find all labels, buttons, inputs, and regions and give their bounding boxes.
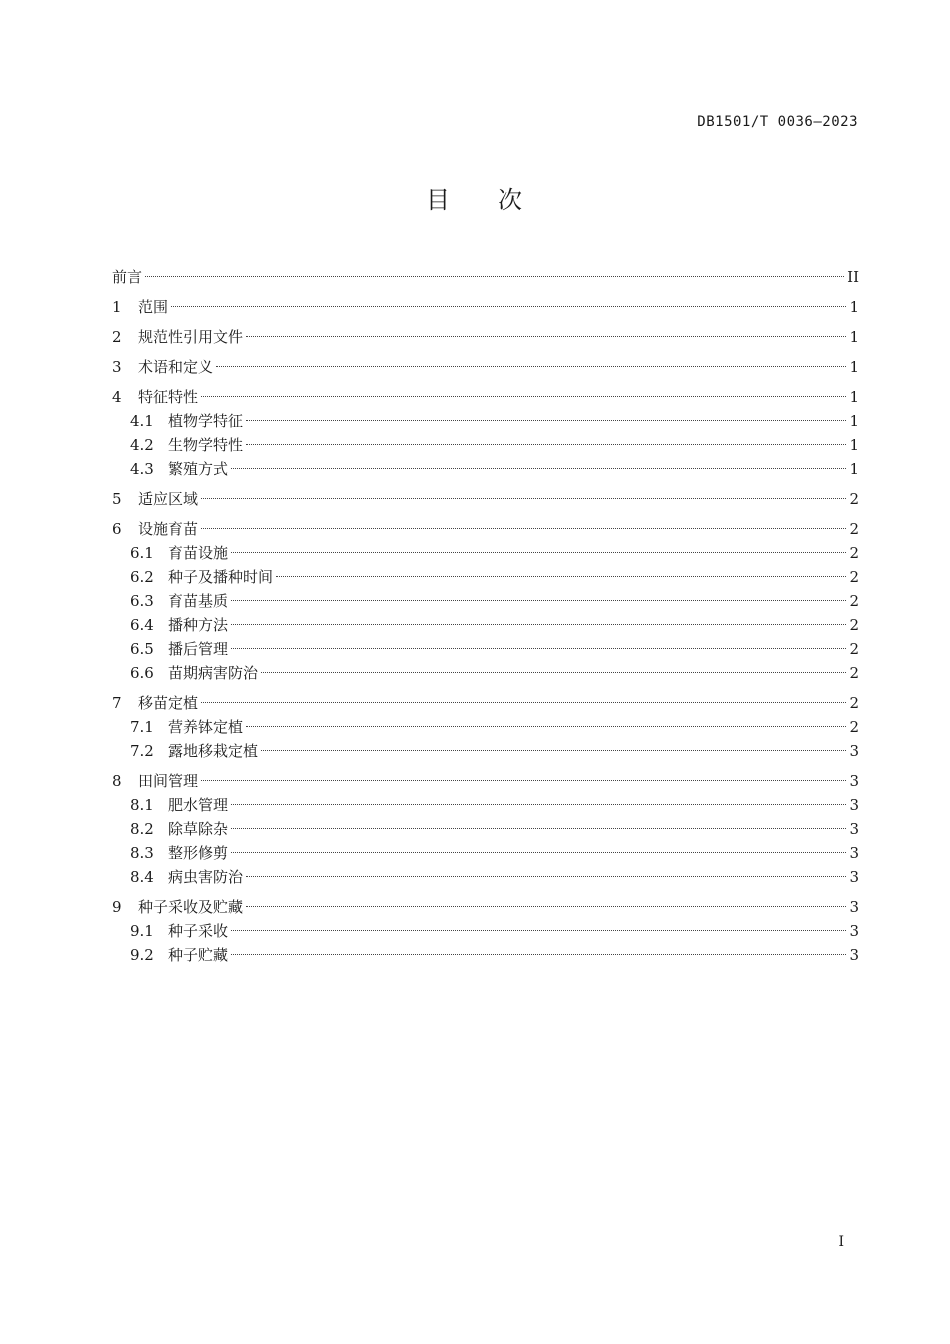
toc-entry-number: 4.2 (130, 436, 154, 454)
toc-dot-leader (246, 906, 846, 907)
toc-entry[interactable] (112, 589, 859, 613)
toc-entry[interactable] (112, 919, 859, 943)
toc-dot-leader (261, 750, 846, 751)
toc-dot-leader (231, 852, 846, 853)
toc-entry-number: 8.4 (130, 868, 154, 886)
toc-entry-page: 3 (849, 844, 859, 862)
toc-entry-page: 2 (849, 664, 859, 682)
toc-entry-page: 3 (849, 946, 859, 964)
toc-entry-page: 1 (849, 460, 859, 478)
toc-entry-page: 2 (849, 490, 859, 508)
toc-entry[interactable] (112, 385, 859, 409)
toc-entry[interactable] (112, 841, 859, 865)
toc-entry-number: 4 (112, 388, 122, 406)
toc-dot-leader (261, 672, 846, 673)
toc-entry-number: 9.1 (130, 922, 154, 940)
toc-entry[interactable] (112, 325, 859, 349)
toc-dot-leader (145, 276, 844, 277)
toc-entry-number: 8.1 (130, 796, 154, 814)
toc-dot-leader (201, 528, 846, 529)
toc-entry[interactable] (112, 565, 859, 589)
toc-entry-number: 7.1 (130, 718, 154, 736)
toc-entry[interactable] (112, 541, 859, 565)
toc-entry-label: 种子贮藏 (168, 946, 229, 964)
toc-entry-number: 9 (112, 898, 122, 916)
toc-entry-page: 3 (849, 742, 859, 760)
toc-entry-number: 6.3 (130, 592, 154, 610)
toc-entry[interactable] (112, 739, 859, 763)
toc-entry-label: 设施育苗 (138, 520, 199, 538)
toc-entry-label: 种子采收 (168, 922, 229, 940)
toc-entry-label: 种子及播种时间 (168, 568, 274, 586)
toc-entry[interactable] (112, 637, 859, 661)
toc-entry-number: 6.4 (130, 616, 154, 634)
toc-entry-page: 1 (849, 358, 859, 376)
toc-entry-label: 肥水管理 (168, 796, 229, 814)
toc-entry[interactable] (112, 661, 859, 685)
toc-entry-number: 7.2 (130, 742, 154, 760)
toc-dot-leader (231, 954, 846, 955)
toc-entry-number: 8.2 (130, 820, 154, 838)
toc-entry-page: 3 (849, 796, 859, 814)
toc-entry[interactable] (112, 433, 859, 457)
toc-entry[interactable] (112, 295, 859, 319)
toc-entry-label: 适应区域 (138, 490, 199, 508)
toc-entry-page: 2 (849, 694, 859, 712)
toc-entry-page: 2 (849, 640, 859, 658)
toc-entry-page: 2 (849, 718, 859, 736)
page-title-right: 次 (498, 186, 524, 214)
toc-entry[interactable] (112, 355, 859, 379)
toc-dot-leader (171, 306, 846, 307)
toc-entry-number: 5 (112, 490, 122, 508)
toc-dot-leader (246, 336, 846, 337)
toc-entry-page: 2 (849, 520, 859, 538)
toc-entry-label: 术语和定义 (138, 358, 214, 376)
toc-dot-leader (201, 396, 846, 397)
toc-entry-label: 生物学特性 (168, 436, 244, 454)
toc-entry-number: 6 (112, 520, 122, 538)
toc-dot-leader (231, 600, 846, 601)
toc-entry-label: 病虫害防治 (168, 868, 244, 886)
toc-dot-leader (231, 648, 846, 649)
toc-entry[interactable] (112, 817, 859, 841)
toc-entry[interactable] (112, 793, 859, 817)
toc-dot-leader (231, 468, 846, 469)
toc-entry-number: 3 (112, 358, 122, 376)
toc-dot-leader (246, 876, 846, 877)
toc-entry-page: II (847, 268, 859, 286)
toc-entry[interactable] (112, 613, 859, 637)
toc-entry-page: 3 (849, 820, 859, 838)
toc-dot-leader (216, 366, 846, 367)
toc-dot-leader (246, 420, 846, 421)
toc-entry-number: 6.2 (130, 568, 154, 586)
toc-entry-page: 1 (849, 388, 859, 406)
toc-entry[interactable] (112, 769, 859, 793)
toc-entry[interactable] (112, 517, 859, 541)
toc-dot-leader (231, 930, 846, 931)
toc-entry-number: 9.2 (130, 946, 154, 964)
toc-entry-number: 7 (112, 694, 122, 712)
toc-entry-label: 除草除杂 (168, 820, 229, 838)
page-title-left: 目 (426, 186, 452, 214)
toc-dot-leader (231, 552, 846, 553)
toc-entry-number: 6.1 (130, 544, 154, 562)
toc-entry[interactable] (112, 457, 859, 481)
toc-entry-page: 2 (849, 568, 859, 586)
footer-page-number: I (838, 1234, 844, 1250)
toc-entry-number: 4.3 (130, 460, 154, 478)
toc-dot-leader (246, 726, 846, 727)
toc-entry[interactable] (112, 895, 859, 919)
toc-entry-page: 1 (849, 328, 859, 346)
toc-entry-label: 露地移栽定植 (168, 742, 259, 760)
toc-entry-label: 苗期病害防治 (168, 664, 259, 682)
toc-entry-page: 3 (849, 772, 859, 790)
toc-entry-label: 育苗基质 (168, 592, 229, 610)
toc-entry-page: 3 (849, 898, 859, 916)
toc-dot-leader (231, 804, 846, 805)
toc-entry-number: 1 (112, 298, 122, 316)
toc-entry-label: 田间管理 (138, 772, 199, 790)
toc-entry-page: 3 (849, 922, 859, 940)
table-of-contents (112, 265, 859, 967)
toc-entry[interactable] (112, 865, 859, 889)
toc-entry-number: 2 (112, 328, 122, 346)
toc-entry-label: 范围 (138, 298, 169, 316)
toc-entry-number: 6.6 (130, 664, 154, 682)
toc-dot-leader (231, 624, 846, 625)
toc-dot-leader (231, 828, 846, 829)
toc-dot-leader (201, 780, 846, 781)
toc-entry[interactable] (112, 409, 859, 433)
toc-entry-number: 8 (112, 772, 122, 790)
toc-entry-label: 播后管理 (168, 640, 229, 658)
toc-entry-page: 2 (849, 544, 859, 562)
toc-entry-page: 1 (849, 436, 859, 454)
toc-entry-number: 4.1 (130, 412, 154, 430)
toc-entry-number: 6.5 (130, 640, 154, 658)
toc-dot-leader (276, 576, 846, 577)
toc-dot-leader (201, 498, 846, 499)
toc-dot-leader (201, 702, 846, 703)
toc-dot-leader (246, 444, 846, 445)
toc-entry-page: 1 (849, 298, 859, 316)
toc-entry-label: 特征特性 (138, 388, 199, 406)
toc-entry-label: 营养钵定植 (168, 718, 244, 736)
toc-entry-label: 植物学特征 (168, 412, 244, 430)
page-title (0, 180, 950, 215)
toc-entry-page: 3 (849, 868, 859, 886)
toc-entry[interactable] (112, 265, 859, 289)
toc-entry-label: 播种方法 (168, 616, 229, 634)
toc-entry-page: 2 (849, 592, 859, 610)
toc-entry-label: 育苗设施 (168, 544, 229, 562)
toc-entry-number: 8.3 (130, 844, 154, 862)
toc-entry[interactable] (112, 691, 859, 715)
toc-entry-label: 移苗定植 (138, 694, 199, 712)
toc-entry[interactable] (112, 487, 859, 511)
toc-entry-label: 繁殖方式 (168, 460, 229, 478)
toc-entry-label: 前言 (112, 268, 143, 286)
toc-entry-label: 种子采收及贮藏 (138, 898, 244, 916)
document-code: DB1501/T 0036—2023 (697, 114, 858, 130)
toc-entry-label: 整形修剪 (168, 844, 229, 862)
toc-entry-label: 规范性引用文件 (138, 328, 244, 346)
toc-entry[interactable] (112, 715, 859, 739)
toc-entry[interactable] (112, 943, 859, 967)
toc-entry-page: 1 (849, 412, 859, 430)
toc-entry-page: 2 (849, 616, 859, 634)
